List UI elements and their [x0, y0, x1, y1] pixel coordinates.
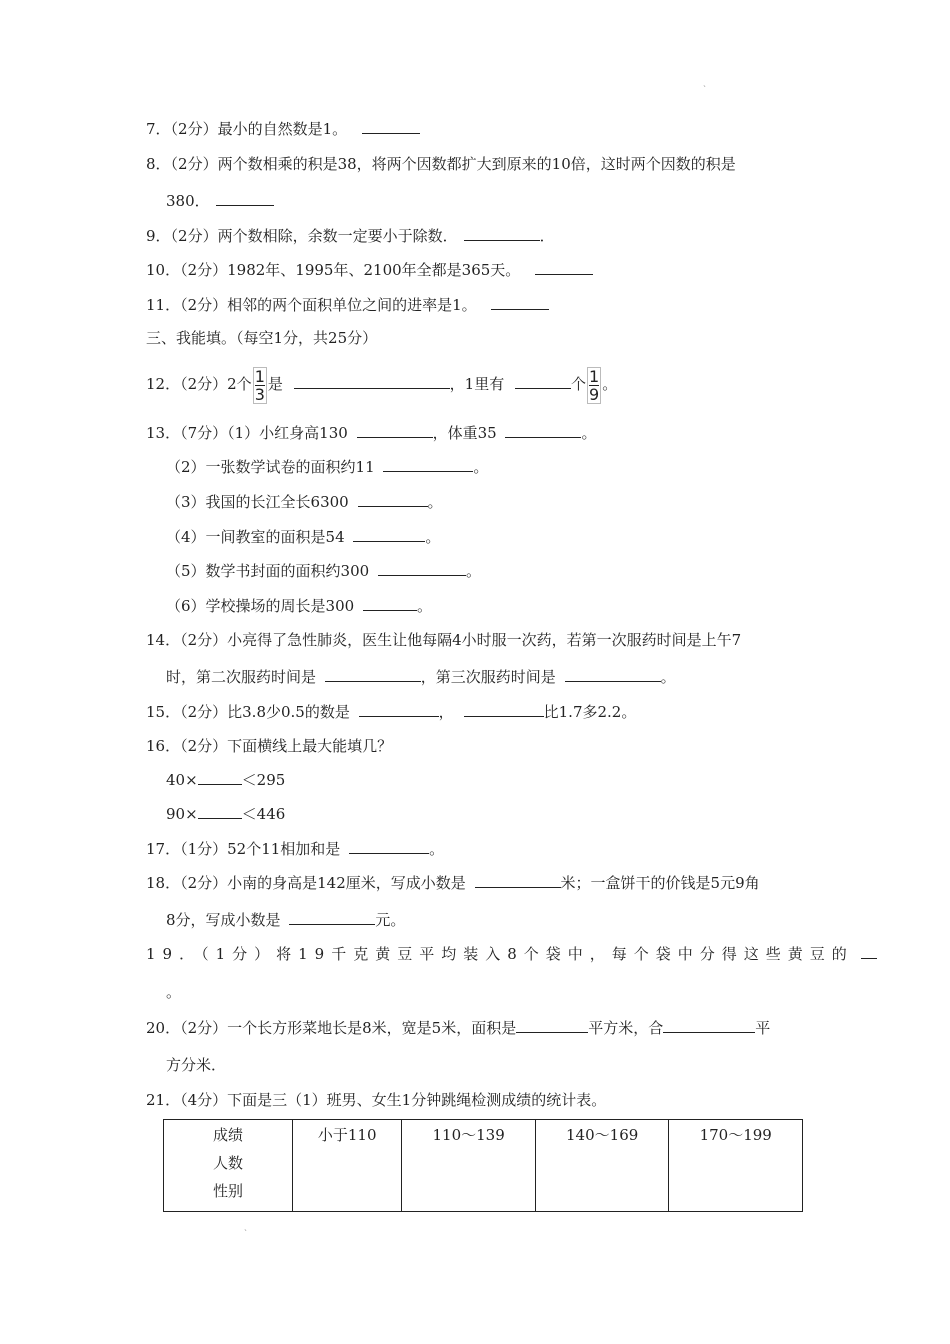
answer-blank[interactable] [565, 667, 661, 682]
answer-blank[interactable] [353, 527, 425, 542]
answer-blank[interactable] [383, 457, 473, 472]
question-20-a: 20．（2分）一个长方形菜地长是8米，宽是5米，面积是 [146, 1019, 517, 1037]
question-8-text: 8．（2分）两个数相乘的积是38，将两个因数都扩大到原来的10倍，这时两个因数的积是 [146, 155, 736, 173]
question-13-mid: ，体重35 [432, 424, 497, 442]
answer-blank[interactable] [357, 423, 433, 438]
table-header-cell [164, 1120, 293, 1212]
question-15-b: ， [438, 703, 454, 721]
question-13-item-end: 。 [473, 458, 489, 476]
bottom-mark: ˎ [244, 1222, 247, 1232]
question-13-item-text: （2）一张数学试卷的面积约11 [166, 458, 375, 476]
question-20-cont-text: 方分米． [166, 1056, 227, 1074]
question-17 [146, 839, 444, 859]
table-column-header: 170～199 [669, 1120, 803, 1212]
question-11 [146, 295, 549, 315]
question-15-a: 15．（2分）比3.8少0.5的数是 [146, 703, 350, 721]
question-13-item-end: 。 [465, 562, 481, 580]
fraction-denominator: 9 [589, 384, 600, 404]
question-18-d: 元。 [375, 911, 406, 929]
question-14-cont-c: 。 [660, 668, 676, 686]
fraction-one-ninth [587, 367, 601, 404]
question-16-l1b: ＜295 [241, 771, 286, 789]
question-14-text: 14．（2分）小亮得了急性肺炎，医生让他每隔4小时服一次药，若第一次服药时间是上午7 [146, 631, 742, 649]
answer-blank[interactable] [349, 839, 429, 854]
question-7 [146, 119, 420, 139]
table-column-header: 小于110 [293, 1120, 402, 1212]
question-19 [146, 944, 877, 964]
question-13-item [166, 457, 488, 477]
question-13-item-text: （6）学校操场的周长是300 [166, 597, 355, 615]
table-row [164, 1120, 803, 1212]
table-column-header: 110～139 [402, 1120, 536, 1212]
answer-blank[interactable] [362, 119, 420, 134]
question-11-text: 11．（2分）相邻的两个面积单位之间的进率是1。 [146, 296, 477, 314]
answer-blank[interactable] [861, 944, 877, 959]
question-13-item [166, 561, 481, 581]
question-7-text: 7．（2分）最小的自然数是1。 [146, 120, 348, 138]
question-12-c: ，1里有 [449, 375, 505, 393]
question-15 [146, 702, 636, 722]
question-13-item-text: （5）数学书封面的面积约300 [166, 562, 370, 580]
section-3-title-text: 三、我能填。（每空1分，共25分） [146, 329, 378, 347]
question-13-item-end: 。 [416, 597, 432, 615]
answer-blank[interactable] [289, 910, 375, 925]
answer-blank[interactable] [198, 770, 242, 785]
question-16-l2b: ＜446 [241, 805, 286, 823]
question-13-item-text: （4）一间教室的面积是54 [166, 528, 345, 546]
question-13-item-end: 。 [427, 493, 443, 511]
question-13-head: 13．（7分）（1）小红身高130 [146, 424, 348, 442]
question-16-line-1 [166, 770, 285, 790]
question-8 [146, 154, 736, 174]
fraction-numerator: 1 [589, 366, 600, 386]
question-9-text: 9．（2分）两个数相除，余数一定要小于除数． [146, 227, 458, 245]
question-20-c: 平 [755, 1019, 771, 1037]
answer-blank[interactable] [464, 702, 544, 717]
question-21 [146, 1090, 606, 1110]
question-14-cont-b: ，第三次服药时间是 [420, 668, 556, 686]
answer-blank[interactable] [663, 1018, 755, 1033]
question-12-e: 。 [602, 375, 618, 393]
question-20-cont [166, 1055, 226, 1075]
answer-blank[interactable] [516, 1018, 588, 1033]
question-18 [146, 873, 760, 893]
answer-blank[interactable] [505, 423, 581, 438]
answer-blank[interactable] [535, 260, 593, 275]
question-17-a: 17．（1分）52个11相加和是 [146, 840, 341, 858]
header-line: 性别 [212, 1182, 243, 1200]
fraction-denominator: 3 [254, 384, 265, 404]
question-13-item-end: 。 [425, 528, 441, 546]
question-9 [146, 226, 555, 246]
fraction-numerator: 1 [254, 366, 265, 386]
question-10 [146, 260, 593, 280]
question-10-text: 10．（2分）1982年、1995年、2100年全都是365天。 [146, 261, 521, 279]
question-19-text: 19．（1分）将19千克黄豆平均装入8个袋中，每个袋中分得这些黄豆的 [146, 945, 854, 963]
question-18-a: 18．（2分）小南的身高是142厘米，写成小数是 [146, 874, 466, 892]
question-16-line-2 [166, 804, 285, 824]
question-20 [146, 1018, 770, 1038]
header-line: 成绩 [212, 1126, 243, 1144]
answer-blank[interactable] [216, 191, 274, 206]
corner-mark: ˎ [703, 78, 706, 88]
table-column-header: 140～169 [535, 1120, 669, 1212]
question-14-cont [166, 667, 676, 687]
question-13-item [166, 596, 432, 616]
question-16 [146, 736, 392, 756]
question-13 [146, 423, 596, 443]
question-13-end: 。 [581, 424, 597, 442]
answer-blank[interactable] [294, 374, 450, 389]
section-3-title [146, 328, 377, 348]
question-18-c: 8分，写成小数是 [166, 911, 281, 929]
question-12 [146, 364, 617, 404]
question-12-a: 12．（2分）2个 [146, 375, 252, 393]
question-19-cont [166, 982, 181, 1002]
question-18-b: 米；一盒饼干的价钱是5元9角 [560, 874, 760, 892]
question-12-b: 是 [267, 375, 283, 393]
answer-blank[interactable] [358, 492, 428, 507]
question-14-cont-a: 时，第二次服药时间是 [166, 668, 317, 686]
question-8-cont [166, 191, 274, 211]
answer-blank[interactable] [515, 374, 571, 389]
question-8-cont-text: 380． [166, 192, 210, 210]
question-14 [146, 630, 741, 650]
answer-blank[interactable] [491, 295, 549, 310]
question-20-b: 平方米，合 [588, 1019, 664, 1037]
question-16-l1a: 40× [166, 771, 198, 789]
question-13-item [166, 527, 440, 547]
answer-blank[interactable] [325, 667, 421, 682]
answer-blank[interactable] [378, 561, 466, 576]
question-16-l2a: 90× [166, 805, 198, 823]
question-17-b: 。 [429, 840, 445, 858]
question-13-item-text: （3）我国的长江全长6300 [166, 493, 349, 511]
question-16-text: 16．（2分）下面横线上最大能填几？ [146, 737, 393, 755]
jump-rope-stats-table [163, 1119, 803, 1212]
fraction-one-third [253, 367, 267, 404]
question-19-cont-text: 。 [166, 983, 182, 1001]
question-13-item [166, 492, 443, 512]
question-21-text: 21．（4分）下面是三（1）班男、女生1分钟跳绳检测成绩的统计表。 [146, 1091, 607, 1109]
answer-blank[interactable] [359, 702, 439, 717]
answer-blank[interactable] [363, 596, 417, 611]
header-line: 人数 [212, 1154, 243, 1172]
answer-blank[interactable] [475, 873, 561, 888]
answer-blank[interactable] [464, 226, 540, 241]
question-9-tail: ． [539, 227, 555, 245]
question-12-d: 个 [571, 375, 587, 393]
answer-blank[interactable] [198, 804, 242, 819]
question-15-c: 比1.7多2.2。 [543, 703, 637, 721]
question-18-cont [166, 910, 405, 930]
